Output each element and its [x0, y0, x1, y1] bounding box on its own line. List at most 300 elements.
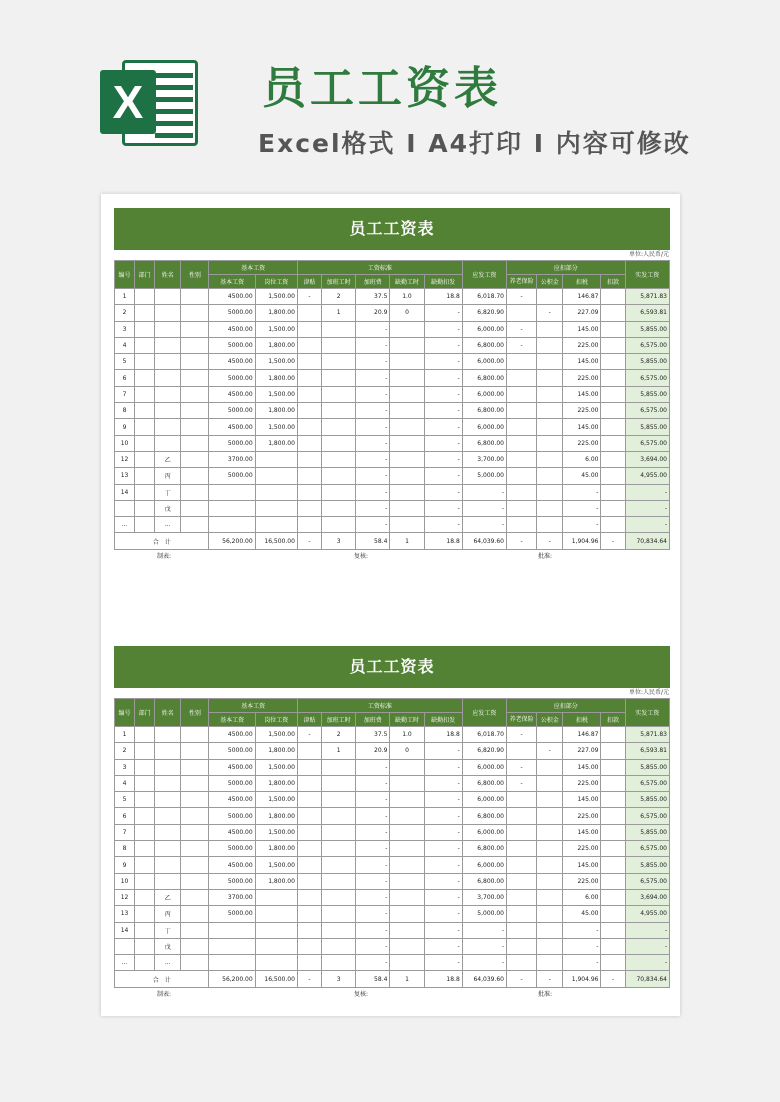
- cell-absent-deduct: -: [424, 775, 462, 791]
- cell-ot-hours: [322, 386, 356, 402]
- cell-post: 1,500.00: [255, 727, 297, 743]
- cell-basic: 4500.00: [209, 289, 255, 305]
- cell-ot-hours: 2: [322, 289, 356, 305]
- cell-net: 6,593.81: [625, 743, 669, 759]
- header-gender: 性别: [181, 699, 209, 727]
- cell-gross: 6,000.00: [462, 386, 506, 402]
- table-row: [115, 435, 670, 451]
- total-absent-hours: 1: [390, 533, 424, 550]
- cell-ot-pay: 20.9: [356, 743, 390, 759]
- cell-net: -: [625, 500, 669, 516]
- cell-tax: -: [563, 955, 601, 971]
- cell-net: 6,575.00: [625, 775, 669, 791]
- cell-basic: 5000.00: [209, 841, 255, 857]
- cell-dept: [135, 305, 155, 321]
- cell-fund: [537, 955, 563, 971]
- total-pension: -: [507, 971, 537, 988]
- cell-no: 13: [115, 906, 135, 922]
- total-row: [115, 533, 670, 550]
- cell-ot-pay: -: [356, 403, 390, 419]
- cell-allowance: [297, 841, 321, 857]
- cell-gender: [181, 938, 209, 954]
- cell-gender: [181, 305, 209, 321]
- cell-pension: [507, 451, 537, 467]
- cell-name: ...: [155, 517, 181, 533]
- cell-fund: [537, 922, 563, 938]
- cell-gender: [181, 451, 209, 467]
- table-row: [115, 922, 670, 938]
- cell-ot-hours: [322, 370, 356, 386]
- table-row: [115, 955, 670, 971]
- cell-gross: -: [462, 938, 506, 954]
- cell-post: 1,800.00: [255, 337, 297, 353]
- cell-pension: [507, 906, 537, 922]
- cell-absent-deduct: -: [424, 759, 462, 775]
- total-net: 70,834.64: [625, 971, 669, 988]
- total-tax: 1,904.96: [563, 533, 601, 550]
- cell-absent-deduct: 18.8: [424, 289, 462, 305]
- cell-gender: [181, 889, 209, 905]
- cell-basic: 5000.00: [209, 305, 255, 321]
- cell-pension: -: [507, 289, 537, 305]
- cell-absent-deduct: -: [424, 873, 462, 889]
- total-gross: 64,039.60: [462, 971, 506, 988]
- cell-pension: [507, 370, 537, 386]
- cell-absent-deduct: -: [424, 451, 462, 467]
- header-basic: 基本工资: [209, 275, 255, 289]
- cell-pension: [507, 792, 537, 808]
- cell-name: [155, 354, 181, 370]
- table-row: [115, 484, 670, 500]
- cell-absent-hours: [390, 792, 424, 808]
- table-row: [115, 775, 670, 791]
- cell-ot-pay: -: [356, 824, 390, 840]
- header-absent-hours: 缺勤工时: [390, 713, 424, 727]
- cell-ot-pay: -: [356, 468, 390, 484]
- cell-ot-hours: [322, 321, 356, 337]
- cell-absent-deduct: -: [424, 743, 462, 759]
- cell-tax: -: [563, 500, 601, 516]
- cell-net: 5,855.00: [625, 857, 669, 873]
- cell-net: 5,871.83: [625, 289, 669, 305]
- total-pension: -: [507, 533, 537, 550]
- cell-gross: 5,000.00: [462, 906, 506, 922]
- cell-name: 戊: [155, 938, 181, 954]
- cell-no: 12: [115, 451, 135, 467]
- header-net: 实发工资: [625, 699, 669, 727]
- cell-ot-pay: -: [356, 321, 390, 337]
- cell-gender: [181, 759, 209, 775]
- cell-fund: [537, 289, 563, 305]
- cell-no: 7: [115, 386, 135, 402]
- cell-net: 3,694.00: [625, 451, 669, 467]
- reviewed-by-label: 复核:: [354, 991, 369, 999]
- header-other-deduct: 扣款: [601, 275, 625, 289]
- cell-gross: -: [462, 500, 506, 516]
- cell-ot-pay: 20.9: [356, 305, 390, 321]
- cell-tax: 227.09: [563, 305, 601, 321]
- cell-pension: [507, 857, 537, 873]
- cell-ot-hours: [322, 775, 356, 791]
- cell-ot-hours: [322, 857, 356, 873]
- cell-pension: [507, 938, 537, 954]
- cell-gender: [181, 775, 209, 791]
- cell-gender: [181, 468, 209, 484]
- header-allowance: 津贴: [297, 713, 321, 727]
- cell-allowance: [297, 468, 321, 484]
- header-basic-group: 基本工资: [209, 261, 297, 275]
- cell-ot-pay: -: [356, 938, 390, 954]
- cell-other: [601, 305, 625, 321]
- cell-name: [155, 759, 181, 775]
- table-title: 员工工资表: [114, 208, 670, 250]
- cell-dept: [135, 938, 155, 954]
- cell-absent-hours: 0: [390, 743, 424, 759]
- total-label: 合 计: [115, 533, 209, 550]
- header-no: 编号: [115, 699, 135, 727]
- header-name: 姓名: [155, 699, 181, 727]
- cell-dept: [135, 727, 155, 743]
- cell-post: [255, 517, 297, 533]
- table-row: [115, 743, 670, 759]
- cell-pension: -: [507, 775, 537, 791]
- cell-ot-hours: [322, 484, 356, 500]
- cell-gender: [181, 727, 209, 743]
- cell-ot-pay: -: [356, 808, 390, 824]
- cell-net: 6,575.00: [625, 337, 669, 353]
- cell-fund: [537, 808, 563, 824]
- cell-ot-hours: [322, 824, 356, 840]
- cell-other: [601, 922, 625, 938]
- signature-line: [114, 550, 670, 560]
- prepared-by-label: 制表:: [157, 991, 172, 999]
- cell-gross: 6,800.00: [462, 337, 506, 353]
- cell-gross: 6,000.00: [462, 857, 506, 873]
- cell-gross: 6,000.00: [462, 824, 506, 840]
- cell-allowance: [297, 419, 321, 435]
- banner-subtitle: Excel格式 I A4打印 I 内容可修改: [258, 129, 691, 158]
- cell-ot-hours: [322, 938, 356, 954]
- cell-fund: [537, 759, 563, 775]
- cell-net: 6,575.00: [625, 435, 669, 451]
- cell-tax: 145.00: [563, 857, 601, 873]
- cell-tax: 145.00: [563, 419, 601, 435]
- cell-absent-deduct: -: [424, 403, 462, 419]
- table-row: [115, 727, 670, 743]
- cell-net: -: [625, 955, 669, 971]
- cell-allowance: [297, 500, 321, 516]
- cell-ot-hours: [322, 759, 356, 775]
- cell-tax: 45.00: [563, 906, 601, 922]
- cell-name: [155, 727, 181, 743]
- total-fund: -: [537, 971, 563, 988]
- header-ot-pay: 加班费: [356, 713, 390, 727]
- table-row: [115, 792, 670, 808]
- reviewed-by-label: 复核:: [354, 553, 369, 561]
- table-row: [115, 468, 670, 484]
- total-absent-hours: 1: [390, 971, 424, 988]
- cell-other: [601, 435, 625, 451]
- total-ot-hours: 3: [322, 971, 356, 988]
- cell-tax: 45.00: [563, 468, 601, 484]
- cell-allowance: [297, 938, 321, 954]
- cell-pension: [507, 517, 537, 533]
- cell-fund: [537, 419, 563, 435]
- excel-logo-letter: X: [100, 70, 156, 134]
- cell-tax: 227.09: [563, 743, 601, 759]
- cell-ot-pay: -: [356, 337, 390, 353]
- cell-net: 5,855.00: [625, 386, 669, 402]
- cell-other: [601, 468, 625, 484]
- cell-fund: [537, 354, 563, 370]
- cell-name: [155, 857, 181, 873]
- cell-ot-pay: -: [356, 889, 390, 905]
- cell-post: [255, 451, 297, 467]
- cell-absent-hours: [390, 873, 424, 889]
- cell-ot-hours: [322, 873, 356, 889]
- cell-post: 1,800.00: [255, 370, 297, 386]
- cell-name: [155, 435, 181, 451]
- header-pension: 养老保险: [507, 275, 537, 289]
- cell-dept: [135, 500, 155, 516]
- cell-fund: [537, 775, 563, 791]
- cell-pension: [507, 889, 537, 905]
- cell-gender: [181, 289, 209, 305]
- cell-other: [601, 955, 625, 971]
- cell-ot-pay: -: [356, 759, 390, 775]
- table-title: 员工工资表: [114, 646, 670, 688]
- total-allowance: -: [297, 971, 321, 988]
- cell-pension: [507, 403, 537, 419]
- cell-other: [601, 451, 625, 467]
- cell-ot-hours: [322, 792, 356, 808]
- cell-basic: 3700.00: [209, 889, 255, 905]
- cell-dept: [135, 873, 155, 889]
- cell-absent-deduct: 18.8: [424, 727, 462, 743]
- header-name: 姓名: [155, 261, 181, 289]
- cell-no: 5: [115, 354, 135, 370]
- cell-allowance: [297, 824, 321, 840]
- cell-absent-deduct: -: [424, 484, 462, 500]
- cell-gender: [181, 386, 209, 402]
- cell-gross: 6,000.00: [462, 792, 506, 808]
- cell-no: 6: [115, 370, 135, 386]
- table-row: [115, 938, 670, 954]
- cell-post: 1,800.00: [255, 435, 297, 451]
- cell-absent-hours: [390, 889, 424, 905]
- cell-fund: -: [537, 743, 563, 759]
- cell-no: 9: [115, 419, 135, 435]
- cell-gross: 6,018.70: [462, 727, 506, 743]
- cell-post: [255, 500, 297, 516]
- total-ot-hours: 3: [322, 533, 356, 550]
- cell-gender: [181, 321, 209, 337]
- cell-name: 乙: [155, 889, 181, 905]
- cell-absent-hours: [390, 484, 424, 500]
- cell-pension: [507, 419, 537, 435]
- cell-tax: 225.00: [563, 808, 601, 824]
- cell-other: [601, 759, 625, 775]
- cell-allowance: [297, 759, 321, 775]
- table-row: [115, 759, 670, 775]
- cell-gross: -: [462, 484, 506, 500]
- cell-dept: [135, 484, 155, 500]
- cell-other: [601, 484, 625, 500]
- cell-allowance: [297, 775, 321, 791]
- cell-absent-deduct: -: [424, 889, 462, 905]
- table-row: [115, 321, 670, 337]
- header-fund: 公积金: [537, 713, 563, 727]
- cell-name: [155, 289, 181, 305]
- header-allowance: 津贴: [297, 275, 321, 289]
- cell-absent-deduct: -: [424, 517, 462, 533]
- unit-label: 单位:人民币/元: [628, 689, 669, 696]
- cell-net: -: [625, 938, 669, 954]
- cell-basic: 5000.00: [209, 403, 255, 419]
- cell-pension: -: [507, 759, 537, 775]
- cell-net: -: [625, 922, 669, 938]
- cell-net: -: [625, 484, 669, 500]
- header-std-group: 工资标准: [297, 261, 462, 275]
- cell-ot-pay: -: [356, 354, 390, 370]
- table-row: [115, 386, 670, 402]
- cell-pension: [507, 824, 537, 840]
- cell-gross: 6,820.90: [462, 743, 506, 759]
- total-ot-pay: 58.4: [356, 533, 390, 550]
- cell-absent-deduct: -: [424, 857, 462, 873]
- cell-tax: 145.00: [563, 386, 601, 402]
- cell-absent-deduct: -: [424, 468, 462, 484]
- cell-basic: 5000.00: [209, 743, 255, 759]
- cell-absent-hours: [390, 775, 424, 791]
- cell-allowance: [297, 517, 321, 533]
- cell-dept: [135, 759, 155, 775]
- signature-line: [114, 988, 670, 998]
- cell-allowance: [297, 808, 321, 824]
- cell-basic: 5000.00: [209, 775, 255, 791]
- cell-fund: [537, 873, 563, 889]
- cell-allowance: [297, 873, 321, 889]
- cell-ot-pay: -: [356, 517, 390, 533]
- cell-net: 5,855.00: [625, 824, 669, 840]
- cell-net: 4,955.00: [625, 906, 669, 922]
- cell-net: 5,871.83: [625, 727, 669, 743]
- cell-post: [255, 938, 297, 954]
- cell-dept: [135, 451, 155, 467]
- cell-tax: 145.00: [563, 354, 601, 370]
- total-tax: 1,904.96: [563, 971, 601, 988]
- cell-no: 10: [115, 435, 135, 451]
- cell-dept: [135, 824, 155, 840]
- cell-other: [601, 337, 625, 353]
- total-label: 合 计: [115, 971, 209, 988]
- total-gross: 64,039.60: [462, 533, 506, 550]
- total-allowance: -: [297, 533, 321, 550]
- cell-fund: [537, 500, 563, 516]
- cell-basic: 3700.00: [209, 451, 255, 467]
- header-dept: 部门: [135, 261, 155, 289]
- cell-absent-hours: [390, 955, 424, 971]
- cell-gross: 3,700.00: [462, 889, 506, 905]
- cell-ot-hours: [322, 403, 356, 419]
- cell-name: [155, 841, 181, 857]
- cell-ot-pay: -: [356, 906, 390, 922]
- cell-fund: [537, 841, 563, 857]
- cell-dept: [135, 419, 155, 435]
- header-post: 岗位工资: [255, 713, 297, 727]
- cell-other: [601, 808, 625, 824]
- cell-no: [115, 938, 135, 954]
- cell-name: [155, 775, 181, 791]
- cell-name: [155, 792, 181, 808]
- cell-pension: -: [507, 337, 537, 353]
- cell-other: [601, 321, 625, 337]
- cell-absent-deduct: -: [424, 808, 462, 824]
- cell-net: 6,575.00: [625, 403, 669, 419]
- cell-no: 10: [115, 873, 135, 889]
- cell-no: 4: [115, 337, 135, 353]
- cell-no: 4: [115, 775, 135, 791]
- salary-block-1: [114, 208, 670, 560]
- prepared-by-label: 制表:: [157, 553, 172, 561]
- cell-other: [601, 727, 625, 743]
- cell-absent-deduct: -: [424, 922, 462, 938]
- cell-tax: 225.00: [563, 775, 601, 791]
- cell-no: 2: [115, 305, 135, 321]
- table-row: [115, 906, 670, 922]
- cell-no: 6: [115, 808, 135, 824]
- cell-gender: [181, 484, 209, 500]
- cell-other: [601, 517, 625, 533]
- cell-no: 1: [115, 289, 135, 305]
- cell-basic: 4500.00: [209, 419, 255, 435]
- cell-pension: [507, 922, 537, 938]
- cell-post: 1,800.00: [255, 841, 297, 857]
- total-post: 16,500.00: [255, 971, 297, 988]
- cell-allowance: [297, 906, 321, 922]
- cell-no: 12: [115, 889, 135, 905]
- cell-basic: 4500.00: [209, 857, 255, 873]
- cell-ot-hours: [322, 841, 356, 857]
- table-row: [115, 403, 670, 419]
- cell-absent-hours: [390, 517, 424, 533]
- cell-ot-pay: -: [356, 370, 390, 386]
- cell-other: [601, 289, 625, 305]
- cell-ot-hours: [322, 435, 356, 451]
- cell-no: 1: [115, 727, 135, 743]
- cell-post: 1,800.00: [255, 808, 297, 824]
- excel-logo-icon: [100, 54, 200, 150]
- cell-tax: 225.00: [563, 873, 601, 889]
- cell-other: [601, 419, 625, 435]
- header-gender: 性别: [181, 261, 209, 289]
- cell-allowance: -: [297, 727, 321, 743]
- cell-ot-pay: -: [356, 386, 390, 402]
- header-tax: 扣税: [563, 275, 601, 289]
- cell-dept: [135, 386, 155, 402]
- cell-ot-hours: 1: [322, 305, 356, 321]
- cell-allowance: [297, 321, 321, 337]
- cell-other: [601, 775, 625, 791]
- cell-dept: [135, 370, 155, 386]
- cell-allowance: [297, 743, 321, 759]
- total-net: 70,834.64: [625, 533, 669, 550]
- cell-basic: 5000.00: [209, 337, 255, 353]
- cell-gross: 6,800.00: [462, 403, 506, 419]
- cell-no: 3: [115, 759, 135, 775]
- cell-net: 6,575.00: [625, 370, 669, 386]
- header-other-deduct: 扣款: [601, 713, 625, 727]
